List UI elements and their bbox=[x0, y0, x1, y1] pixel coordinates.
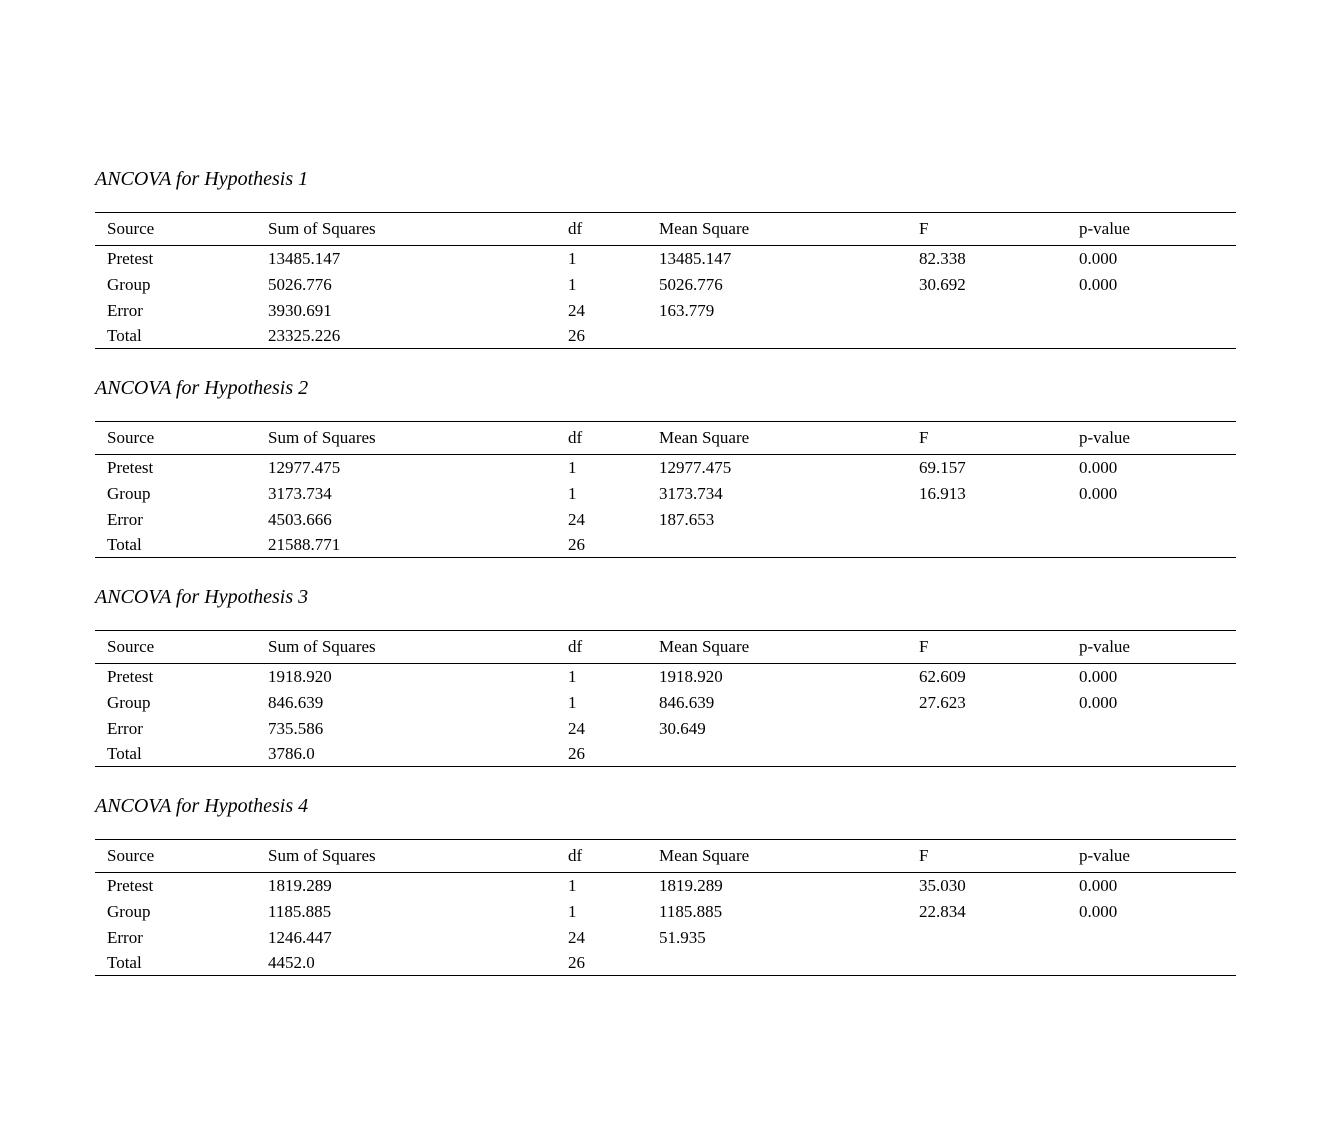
cell-sum-of-squares: 1918.920 bbox=[268, 667, 332, 686]
table-row bbox=[95, 951, 1236, 976]
column-header-p-value: p-value bbox=[1079, 631, 1236, 664]
cell-sum-of-squares: 3786.0 bbox=[268, 744, 315, 763]
table-row bbox=[95, 925, 1236, 951]
cell-sum-of-squares: 1246.447 bbox=[268, 928, 332, 947]
cell-mean-square: 1918.920 bbox=[659, 667, 723, 686]
cell-source: Error bbox=[107, 719, 143, 738]
cell-df: 1 bbox=[568, 667, 577, 686]
header-row bbox=[95, 422, 1236, 455]
cell-f bbox=[919, 716, 1079, 742]
cell-df: 26 bbox=[568, 535, 585, 554]
cell-mean-square bbox=[659, 533, 919, 558]
cell-source: Total bbox=[107, 953, 142, 972]
cell-mean-square: 12977.475 bbox=[659, 458, 732, 477]
cell-df: 24 bbox=[568, 928, 585, 947]
cell-sum-of-squares: 5026.776 bbox=[268, 275, 332, 294]
column-header-df: df bbox=[568, 631, 659, 664]
column-header-source: Source bbox=[95, 213, 268, 246]
cell-sum-of-squares: 846.639 bbox=[268, 693, 324, 712]
column-header-f: F bbox=[919, 631, 1079, 664]
cell-source: Pretest bbox=[107, 876, 154, 895]
ancova-section-3 bbox=[95, 582, 1236, 791]
cell-source: Total bbox=[107, 326, 142, 345]
cell-sum-of-squares: 13485.147 bbox=[268, 249, 341, 268]
table-row bbox=[95, 664, 1236, 691]
cell-df: 26 bbox=[568, 326, 585, 345]
cell-sum-of-squares: 12977.475 bbox=[268, 458, 341, 477]
ancova-table bbox=[95, 839, 1236, 976]
column-header-p-value: p-value bbox=[1079, 213, 1236, 246]
cell-sum-of-squares: 735.586 bbox=[268, 719, 324, 738]
column-header-sum-of-squares: Sum of Squares bbox=[268, 422, 568, 455]
cell-p-value: 0.000 bbox=[1079, 458, 1118, 477]
cell-p-value: 0.000 bbox=[1079, 902, 1118, 921]
document-page bbox=[95, 164, 1236, 1000]
cell-p-value bbox=[1079, 742, 1236, 767]
table-row bbox=[95, 716, 1236, 742]
table-row bbox=[95, 533, 1236, 558]
cell-mean-square: 187.653 bbox=[659, 510, 715, 529]
cell-mean-square: 13485.147 bbox=[659, 249, 732, 268]
cell-mean-square bbox=[659, 742, 919, 767]
cell-mean-square: 51.935 bbox=[659, 928, 706, 947]
column-header-sum-of-squares: Sum of Squares bbox=[268, 840, 568, 873]
cell-df: 1 bbox=[568, 275, 577, 294]
cell-source: Error bbox=[107, 510, 143, 529]
ancova-table bbox=[95, 421, 1236, 558]
cell-source: Error bbox=[107, 928, 143, 947]
cell-source: Group bbox=[107, 484, 151, 503]
cell-df: 1 bbox=[568, 876, 577, 895]
cell-df: 24 bbox=[568, 719, 585, 738]
column-header-source: Source bbox=[95, 631, 268, 664]
cell-sum-of-squares: 23325.226 bbox=[268, 326, 341, 345]
ancova-table bbox=[95, 212, 1236, 349]
cell-source: Total bbox=[107, 744, 142, 763]
table-title: ANCOVA for Hypothesis 4 bbox=[95, 795, 309, 817]
column-header-mean-square: Mean Square bbox=[659, 213, 919, 246]
cell-f bbox=[919, 298, 1079, 324]
cell-df: 24 bbox=[568, 510, 585, 529]
column-header-p-value: p-value bbox=[1079, 840, 1236, 873]
column-header-mean-square: Mean Square bbox=[659, 840, 919, 873]
cell-df: 1 bbox=[568, 902, 577, 921]
cell-p-value: 0.000 bbox=[1079, 275, 1118, 294]
table-row bbox=[95, 481, 1236, 507]
cell-f bbox=[919, 324, 1079, 349]
cell-df: 1 bbox=[568, 693, 577, 712]
table-row bbox=[95, 324, 1236, 349]
cell-sum-of-squares: 4503.666 bbox=[268, 510, 332, 529]
cell-f: 27.623 bbox=[919, 693, 966, 712]
header-row bbox=[95, 840, 1236, 873]
cell-source: Group bbox=[107, 902, 151, 921]
column-header-p-value: p-value bbox=[1079, 422, 1236, 455]
cell-mean-square: 1819.289 bbox=[659, 876, 723, 895]
cell-sum-of-squares: 21588.771 bbox=[268, 535, 341, 554]
column-header-df: df bbox=[568, 213, 659, 246]
cell-f: 22.834 bbox=[919, 902, 966, 921]
cell-sum-of-squares: 3173.734 bbox=[268, 484, 332, 503]
cell-source: Pretest bbox=[107, 249, 154, 268]
ancova-section-1 bbox=[95, 164, 1236, 373]
cell-mean-square: 5026.776 bbox=[659, 275, 723, 294]
cell-mean-square bbox=[659, 951, 919, 976]
cell-f: 35.030 bbox=[919, 876, 966, 895]
cell-df: 1 bbox=[568, 249, 577, 268]
cell-mean-square bbox=[659, 324, 919, 349]
table-row bbox=[95, 298, 1236, 324]
cell-f: 16.913 bbox=[919, 484, 966, 503]
column-header-f: F bbox=[919, 422, 1079, 455]
cell-mean-square: 30.649 bbox=[659, 719, 706, 738]
column-header-f: F bbox=[919, 213, 1079, 246]
column-header-source: Source bbox=[95, 840, 268, 873]
cell-sum-of-squares: 1185.885 bbox=[268, 902, 332, 921]
cell-f: 82.338 bbox=[919, 249, 966, 268]
table-row bbox=[95, 742, 1236, 767]
cell-source: Pretest bbox=[107, 458, 154, 477]
cell-source: Group bbox=[107, 693, 151, 712]
cell-p-value: 0.000 bbox=[1079, 667, 1118, 686]
cell-sum-of-squares: 1819.289 bbox=[268, 876, 332, 895]
cell-mean-square: 846.639 bbox=[659, 693, 715, 712]
cell-f: 69.157 bbox=[919, 458, 966, 477]
table-row bbox=[95, 899, 1236, 925]
cell-source: Group bbox=[107, 275, 151, 294]
table-row bbox=[95, 272, 1236, 298]
table-title: ANCOVA for Hypothesis 2 bbox=[95, 377, 309, 399]
table-title: ANCOVA for Hypothesis 1 bbox=[95, 168, 309, 190]
cell-p-value bbox=[1079, 533, 1236, 558]
cell-p-value: 0.000 bbox=[1079, 249, 1118, 268]
cell-f bbox=[919, 925, 1079, 951]
cell-p-value: 0.000 bbox=[1079, 484, 1118, 503]
table-row bbox=[95, 873, 1236, 900]
cell-sum-of-squares: 4452.0 bbox=[268, 953, 315, 972]
cell-mean-square: 1185.885 bbox=[659, 902, 723, 921]
cell-p-value bbox=[1079, 951, 1236, 976]
column-header-df: df bbox=[568, 422, 659, 455]
cell-source: Error bbox=[107, 301, 143, 320]
cell-p-value bbox=[1079, 324, 1236, 349]
column-header-mean-square: Mean Square bbox=[659, 631, 919, 664]
cell-df: 1 bbox=[568, 458, 577, 477]
cell-p-value: 0.000 bbox=[1079, 693, 1118, 712]
column-header-f: F bbox=[919, 840, 1079, 873]
cell-mean-square: 163.779 bbox=[659, 301, 715, 320]
table-row bbox=[95, 246, 1236, 273]
cell-f: 62.609 bbox=[919, 667, 966, 686]
table-title: ANCOVA for Hypothesis 3 bbox=[95, 586, 309, 608]
table-row bbox=[95, 690, 1236, 716]
cell-p-value bbox=[1079, 507, 1236, 533]
cell-f bbox=[919, 533, 1079, 558]
cell-source: Total bbox=[107, 535, 142, 554]
cell-p-value: 0.000 bbox=[1079, 876, 1118, 895]
cell-df: 26 bbox=[568, 744, 585, 763]
cell-mean-square: 3173.734 bbox=[659, 484, 723, 503]
cell-p-value bbox=[1079, 298, 1236, 324]
ancova-section-4 bbox=[95, 791, 1236, 1000]
column-header-mean-square: Mean Square bbox=[659, 422, 919, 455]
cell-source: Pretest bbox=[107, 667, 154, 686]
cell-df: 26 bbox=[568, 953, 585, 972]
column-header-df: df bbox=[568, 840, 659, 873]
cell-df: 24 bbox=[568, 301, 585, 320]
ancova-section-2 bbox=[95, 373, 1236, 582]
cell-f bbox=[919, 742, 1079, 767]
cell-f bbox=[919, 507, 1079, 533]
ancova-table bbox=[95, 630, 1236, 767]
column-header-sum-of-squares: Sum of Squares bbox=[268, 631, 568, 664]
cell-sum-of-squares: 3930.691 bbox=[268, 301, 332, 320]
table-row bbox=[95, 507, 1236, 533]
cell-df: 1 bbox=[568, 484, 577, 503]
cell-p-value bbox=[1079, 925, 1236, 951]
table-row bbox=[95, 455, 1236, 482]
cell-p-value bbox=[1079, 716, 1236, 742]
header-row bbox=[95, 213, 1236, 246]
cell-f bbox=[919, 951, 1079, 976]
column-header-source: Source bbox=[95, 422, 268, 455]
header-row bbox=[95, 631, 1236, 664]
column-header-sum-of-squares: Sum of Squares bbox=[268, 213, 568, 246]
cell-f: 30.692 bbox=[919, 275, 966, 294]
